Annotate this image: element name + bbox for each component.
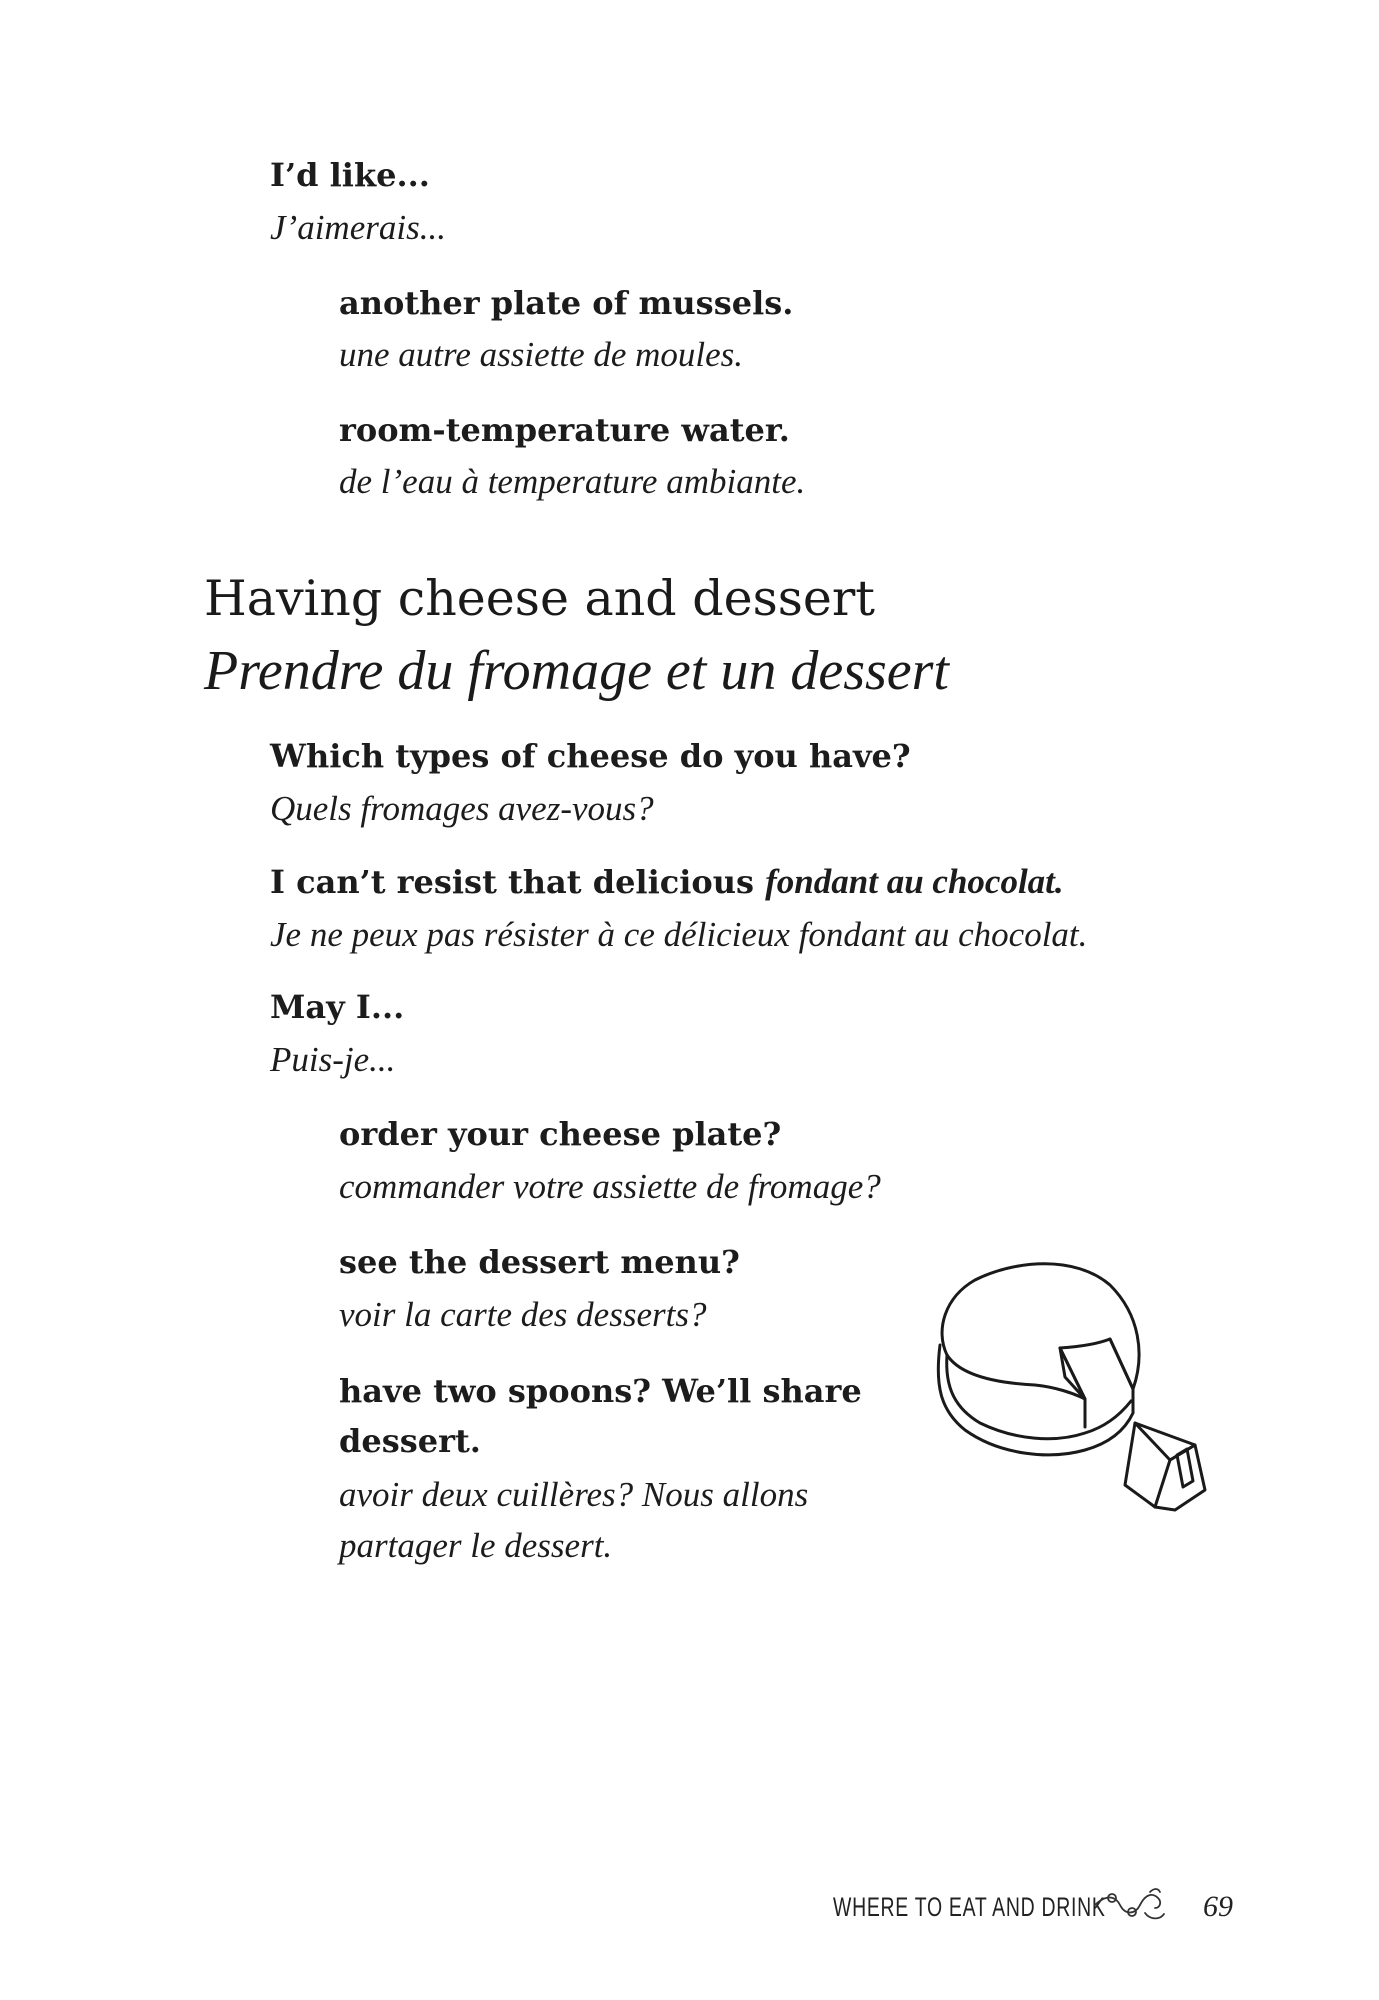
- section-title-english: Having cheese and dessert: [204, 570, 875, 627]
- intro-french: J’aimerais...: [270, 208, 446, 247]
- phrase-english: see the dessert menu?: [339, 1243, 740, 1281]
- phrase-english: another plate of mussels.: [339, 284, 794, 322]
- phrase-french: partager le dessert.: [339, 1526, 613, 1565]
- phrase-english: May I...: [270, 988, 405, 1026]
- phrase-english: Which types of cheese do you have?: [270, 737, 911, 775]
- intro-english: I’d like...: [270, 156, 430, 194]
- phrase-english: room-temperature water.: [339, 411, 790, 449]
- page-number: 69: [1203, 1890, 1233, 1923]
- running-footer-section: WHERE TO EAT AND DRINK: [833, 1892, 1106, 1922]
- phrase-english: dessert.: [339, 1422, 481, 1460]
- cheese-wheel-icon: [925, 1235, 1245, 1555]
- phrase-french: Je ne peux pas résister à ce délicieux fondant au chocolat.: [270, 915, 1088, 954]
- phrase-french: une autre assiette de moules.: [339, 335, 744, 374]
- flourish-ornament-icon: [1090, 1880, 1170, 1930]
- phrase-french: Quels fromages avez-vous?: [270, 789, 654, 828]
- phrase-english: [270, 857, 1064, 907]
- phrase-french: avoir deux cuillères? Nous allons: [339, 1475, 809, 1514]
- phrase-french: commander votre assiette de fromage?: [339, 1167, 881, 1206]
- phrase-french: Puis-je...: [270, 1040, 396, 1079]
- phrase-french: voir la carte des desserts?: [339, 1295, 707, 1334]
- phrase-english-prefix: I can’t resist that delicious: [270, 863, 766, 901]
- phrase-english: order your cheese plate?: [339, 1115, 782, 1153]
- phrase-english: have two spoons? We’ll share: [339, 1372, 862, 1410]
- phrase-french: de l’eau à temperature ambiante.: [339, 462, 806, 501]
- phrase-english-emphasis: fondant au chocolat.: [765, 862, 1064, 901]
- section-title-french: Prendre du fromage et un dessert: [204, 640, 949, 702]
